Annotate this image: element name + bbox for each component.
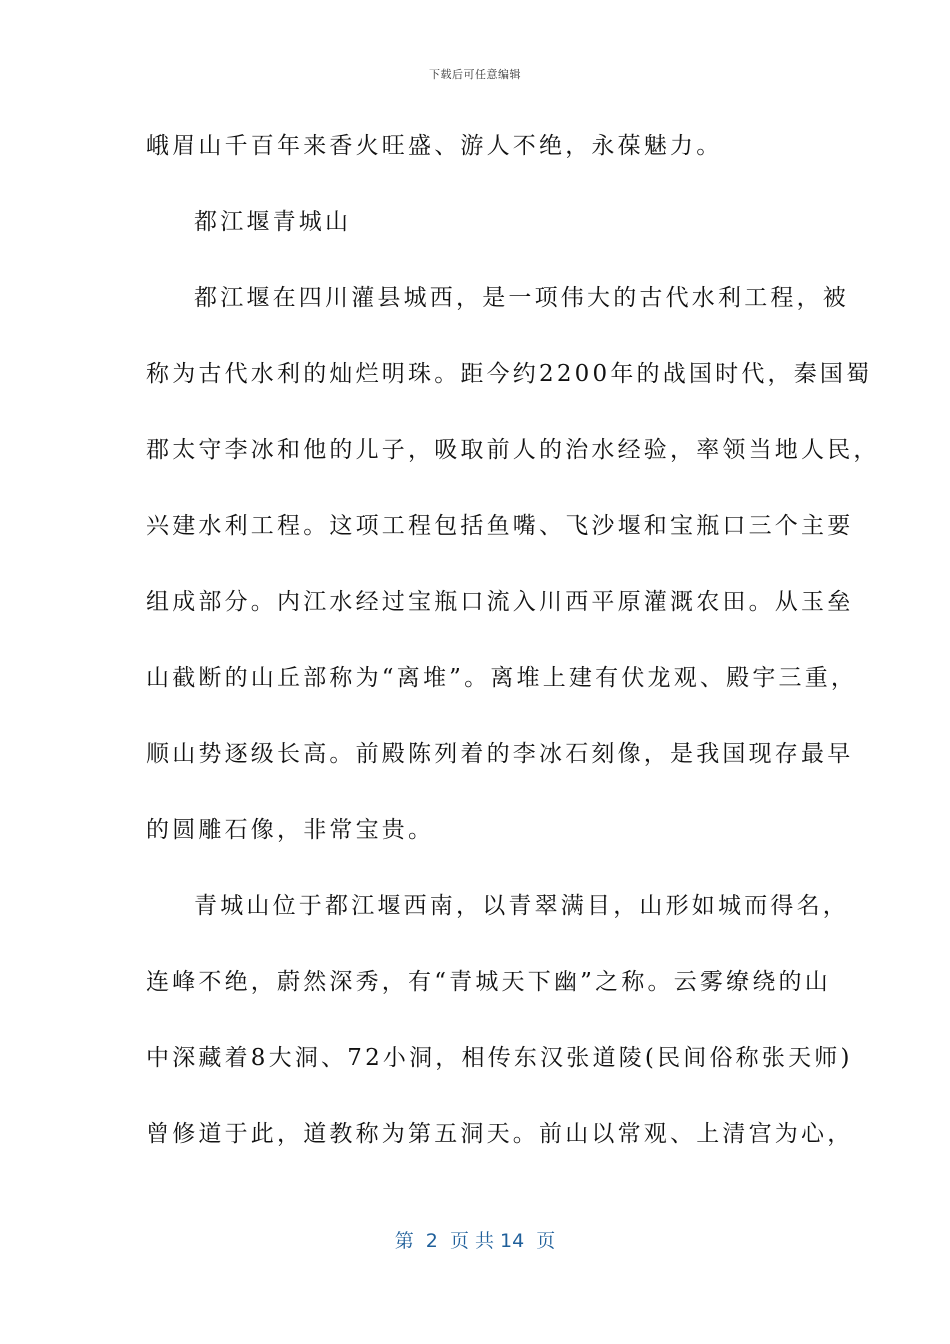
body-text xyxy=(146,126,880,1190)
paragraph-line: 组成部分。内江水经过宝瓶口流入川西平原灌溉农田。从玉垒 xyxy=(146,589,854,615)
paragraph-line: 兴建水利工程。这项工程包括鱼嘴、飞沙堰和宝瓶口三个主要 xyxy=(146,513,854,539)
paragraph-line: 峨眉山千百年来香火旺盛、游人不绝，永葆魅力。 xyxy=(146,133,723,159)
paragraph-line: 郡太守李冰和他的儿子，吸取前人的治水经验，率领当地人民， xyxy=(146,437,880,463)
paragraph-line: 曾修道于此，道教称为第五洞天。前山以常观、上清宫为心， xyxy=(146,1121,854,1147)
paragraph-line: 青城山位于都江堰西南，以青翠满目，山形如城而得名， xyxy=(194,893,849,919)
paragraph-line: 的圆雕石像，非常宝贵。 xyxy=(146,817,435,843)
paragraph-line: 顺山势逐级长高。前殿陈列着的李冰石刻像，是我国现存最早 xyxy=(146,741,854,767)
paragraph-line: 中深藏着8大洞、72小洞，相传东汉张道陵(民间俗称张天师) xyxy=(146,1045,853,1071)
header-note: 下载后可任意编辑 xyxy=(429,68,521,81)
page-number-footer: 第 2 页 共 14 页 xyxy=(394,1230,556,1252)
paragraph-line: 都江堰在四川灌县城西，是一项伟大的古代水利工程，被 xyxy=(194,285,849,311)
paragraph-line: 山截断的山丘部称为“离堆”。离堆上建有伏龙观、殿宇三重， xyxy=(146,665,858,691)
paragraph-line: 连峰不绝，蔚然深秀，有“青城天下幽”之称。云雾缭绕的山 xyxy=(146,969,831,995)
paragraph-line: 称为古代水利的灿烂明珠。距今约2200年的战国时代，秦国蜀 xyxy=(146,361,873,387)
section-heading: 都江堰青城山 xyxy=(194,209,352,235)
